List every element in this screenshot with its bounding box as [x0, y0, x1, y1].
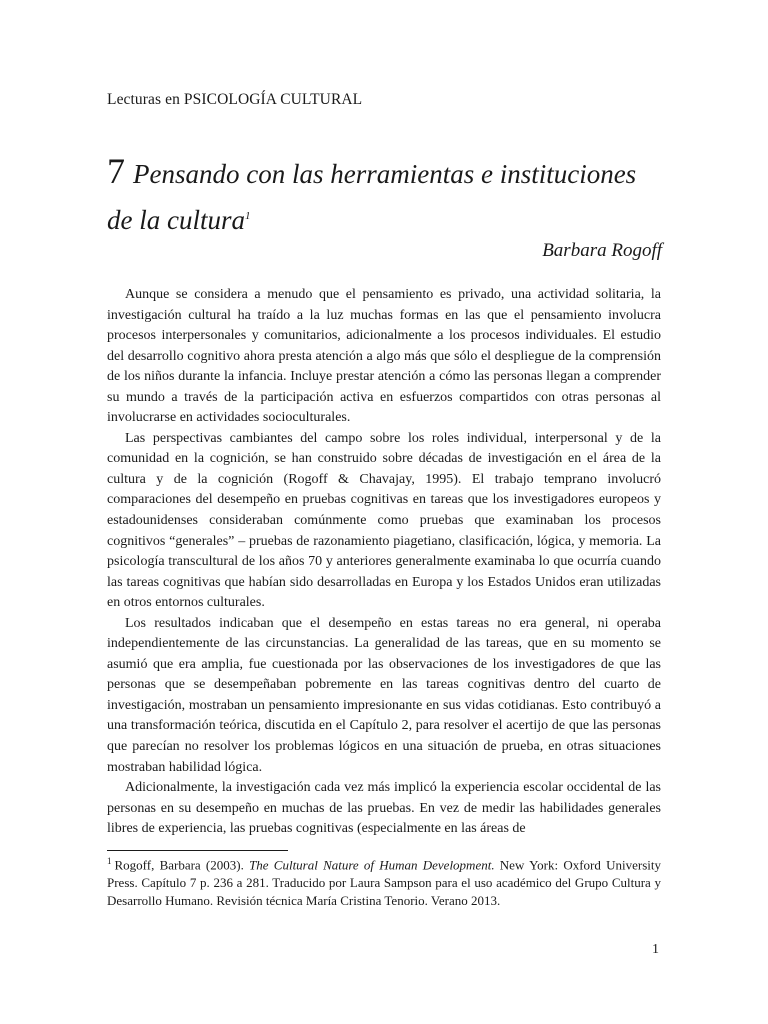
paragraph: Las perspectivas cambiantes del campo sobre los roles individual, interpersonal y de la comunidad en la cognición, se han construido sobre décadas de investigación en el área de la cultura y de la cognición (Rogoff & Chavajay, 1995). El trabajo temprano involucró comparaciones del desempeño en pruebas cognitivas en tareas que los investigadores europeos y estadounidenses consideraban comúnmente como pruebas que examinaban los procesos cognitivos “generales” – pruebas de razonamiento piagetiano, clasificación, lógica, y memoria. La psicología transcultural de los años 70 y anteriores generalmente examinaba lo que ocurría cuando las tareas cognitivas que habían sido desarrolladas en Europa y los Estados Unidos eran utilizadas en otros entornos culturales.	[107, 430, 661, 611]
paragraph: Aunque se considera a menudo que el pensamiento es privado, una actividad solitaria, la investigación cultural ha traído a la luz muchas formas en las que el pensamiento involucra procesos interpersonales y comunitarios, adicionalmente a los procesos individuales. El estudio del desarrollo cognitivo ahora presta atención a algo más que sólo el despliegue de la comprensión de los niños durante la infancia. Incluye prestar atención a cómo las personas llegan a comprender su mundo a través de la participación activa en esfuerzos compartidos con otras personas al involucrarse en actividades socioculturales.	[107, 287, 661, 426]
footnote	[107, 852, 661, 910]
footnote-text-before: Rogoff, Barbara (2003).	[114, 857, 250, 873]
footnote-divider	[107, 850, 288, 851]
footnote-text-after: New York: Oxford University Press. Capítulo 7 p. 236 a 281. Traducido por Laura Sampson para el uso académico del Grupo Cultura y Desarrollo Humano. Revisión técnica María Cristina Tenorio. Verano 2013.	[107, 857, 661, 909]
chapter-title-line2-text: de la cultura	[107, 205, 245, 235]
footnote-number: 1	[107, 856, 112, 866]
body-text	[107, 285, 661, 840]
page-number: 1	[652, 942, 659, 957]
paragraph: Los resultados indicaban que el desempeño en estas tareas no era general, ni operaba independientemente de las circunstancias. La generalidad de las tareas, que en su momento se asumió que era amplia, fue cuestionada por las observaciones de los investigadores de que las personas que se desempeñaban pobremente en las tareas cognitivas dentro del cuarto de investigación, mostraban un pensamiento impresionante en sus vidas cotidianas. Esto contribuyó a una transformación teórica, discutida en el Capítulo 2, para resolver el acertijo de que las personas que parecían no resolver los problemas lógicos en una situación de prueba, en otras situaciones mostraban habilidad lógica.	[107, 615, 661, 775]
chapter-number: 7	[107, 151, 125, 191]
chapter-title	[107, 150, 677, 241]
chapter-title-line1: Pensando con las herramientas e instituciones	[133, 159, 637, 189]
author-name: Barbara Rogoff	[542, 240, 662, 261]
footnote-book-title: The Cultural Nature of Human Development.	[249, 857, 495, 873]
paragraph: Adicionalmente, la investigación cada vez más implicó la experiencia escolar occidental de las personas en su desempeño en muchas de las pruebas. En vez de medir las habilidades generales libres de experiencia, las pruebas cognitivas (especialmente en las áreas de	[107, 780, 661, 837]
footnote-marker[interactable]: 1	[244, 210, 251, 222]
running-header: Lecturas en PSICOLOGÍA CULTURAL	[107, 91, 363, 108]
chapter-title-line2	[107, 205, 250, 235]
